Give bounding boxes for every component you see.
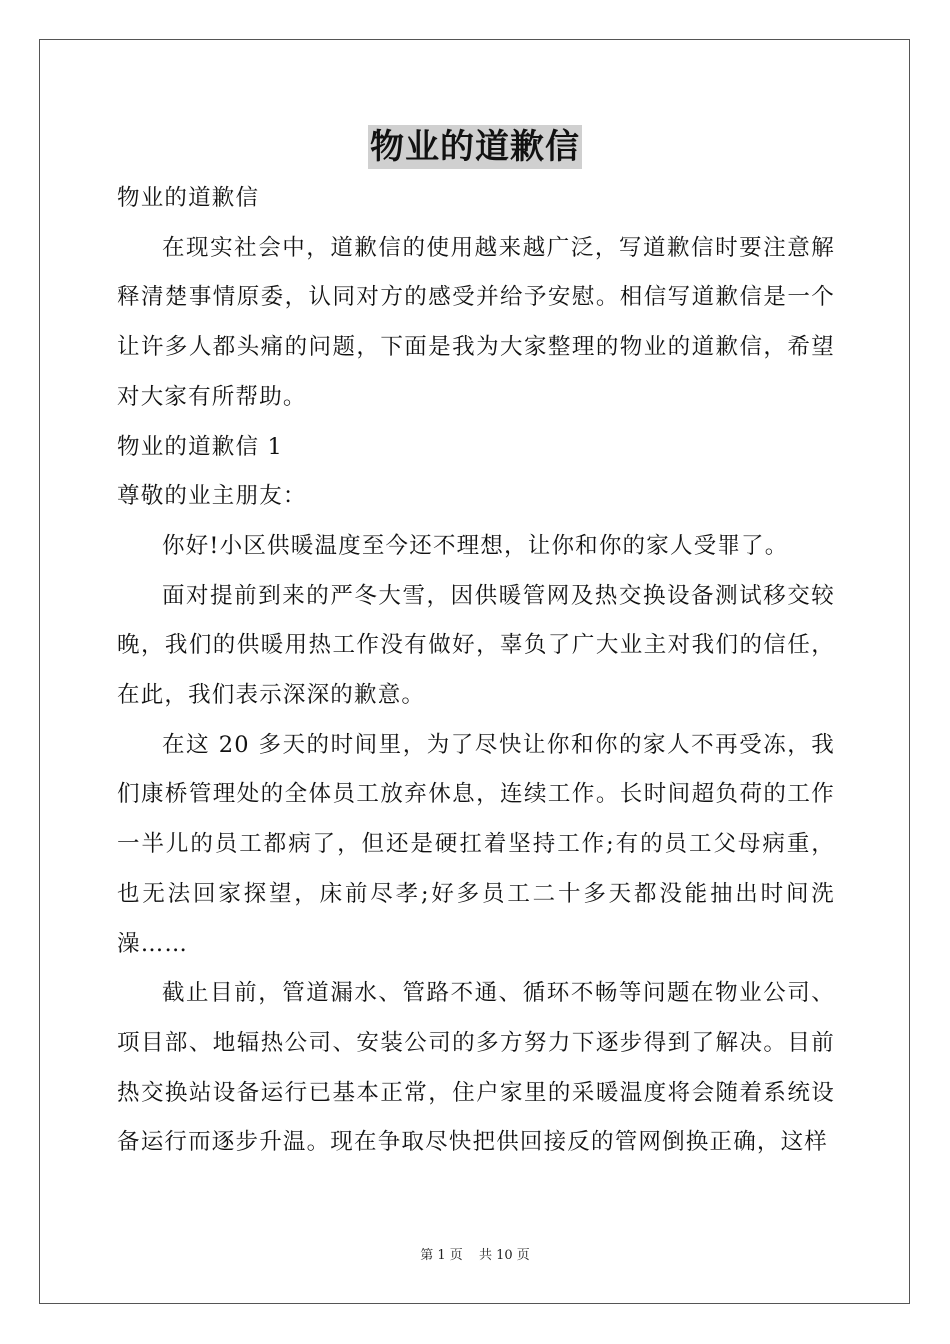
paragraph: 物业的道歉信 (117, 185, 260, 211)
paragraph: 在这 20 多天的时间里，为了尽快让你和你的家人不再受冻，我们康桥管理处的全体员工放弃休息，连续工作。长时间超负荷的工作一半儿的员工都病了，但还是硬扛着坚持工作;有的员工父母病重，也无法回家探望，床前尽孝;好多员工二十多天都没能抽出时间洗澡…… (117, 731, 835, 957)
paragraph: 尊敬的业主朋友： (117, 483, 307, 510)
title-container (0, 125, 950, 169)
page-total: 共 10 页 (478, 1248, 530, 1263)
paragraph: 物业的道歉信 1 (117, 433, 284, 460)
document-title: 物业的道歉信 (370, 127, 580, 167)
paragraph: 你好!小区供暖温度至今还不理想，让你和你的家人受罪了。 (162, 532, 789, 559)
page-number: 第 1 页 (420, 1248, 463, 1263)
paragraph: 截止目前，管道漏水、管路不通、循环不畅等问题在物业公司、项目部、地辐热公司、安装公司的多方努力下逐步得到了解决。目前热交换站设备运行已基本正常，住户家里的采暖温度将会随着系统设备运行而逐步升温。现在争取尽快把供回接反的管网倒换正确，这样 (117, 980, 835, 1156)
paragraph: 在现实社会中，道歉信的使用越来越广泛，写道歉信时要注意解释清楚事情原委，认同对方的感受并给予安慰。相信写道歉信是一个让许多人都头痛的问题，下面是我为大家整理的物业的道歉信，希望对大家有所帮助。 (117, 234, 835, 410)
paragraph: 面对提前到来的严冬大雪，因供暖管网及热交换设备测试移交较晚，我们的供暖用热工作没有做好，辜负了广大业主对我们的信任，在此，我们表示深深的歉意。 (117, 582, 835, 709)
page-footer (0, 1246, 950, 1266)
document-body (117, 174, 835, 1168)
